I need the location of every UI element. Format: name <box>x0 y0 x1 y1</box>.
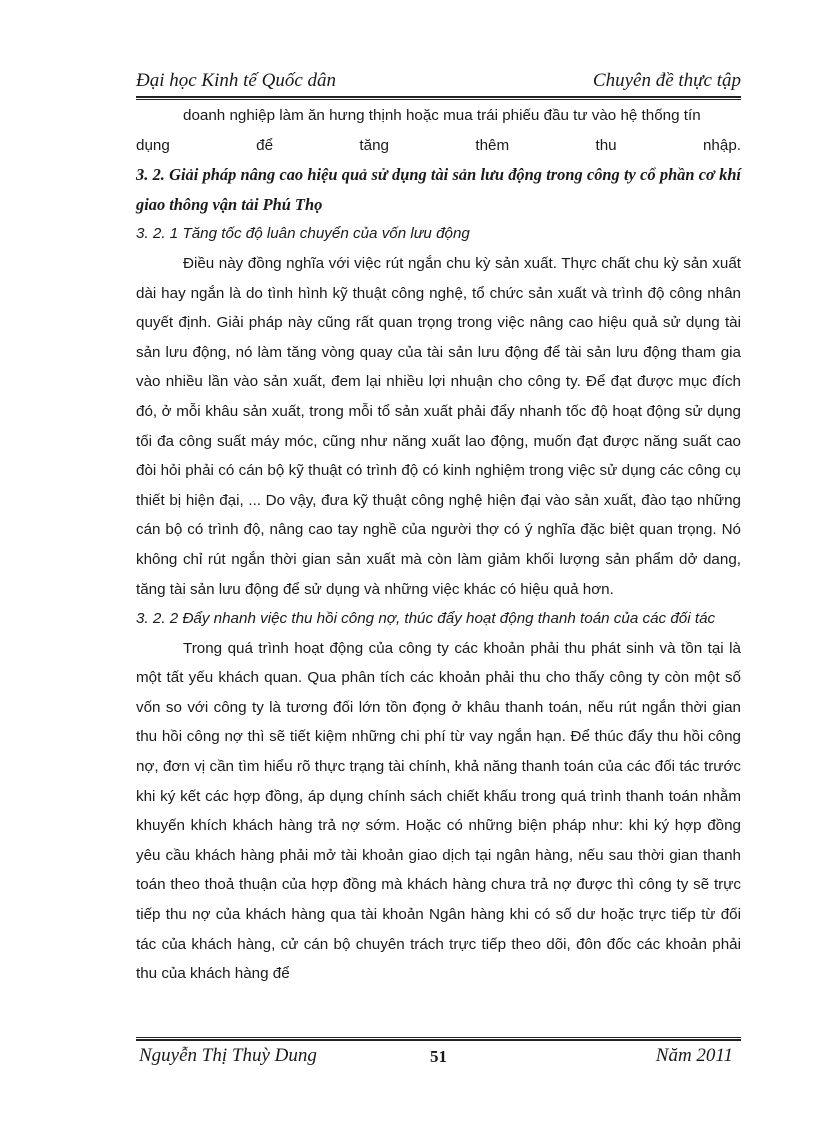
header-rule-thick <box>136 96 741 98</box>
section-heading-3-2-2: 3. 2. 2 Đẩy nhanh việc thu hồi công nợ, thúc đẩy hoạt động thanh toán của các đối tác <box>136 610 716 628</box>
section-heading-3-2: 3. 2. Giải pháp nâng cao hiệu quả sử dụng tài sản lưu động trong công ty cổ phần cơ khí giao thông vận tải Phú Thọ <box>136 165 741 214</box>
header-document-type: Chuyên đề thực tập <box>592 70 741 91</box>
continuation-line-1: doanh nghiệp làm ăn hưng thịnh hoặc mua trái phiếu đầu tư vào hệ thống tín <box>183 107 701 124</box>
section-heading-3-2-1: 3. 2. 1 Tăng tốc độ luân chuyển của vốn lưu động <box>136 225 470 243</box>
page-body <box>136 101 741 989</box>
page-number: 51 <box>430 1047 447 1066</box>
paragraph-3-2-2: Trong quá trình hoạt động của công ty các khoản phải thu phát sinh và tồn tại là một tất yếu khách quan. Qua phân tích các khoản phải thu cho thấy công ty còn một số vốn so với công ty là tương đối lớn tồn đọng ở khâu thanh toán, nếu rút ngắn thời gian thu hồi công nợ thì sẽ tiết kiệm những chi phí từ vay ngắn hạn. Để thúc đẩy thu hồi công nợ, đơn vị cần tìm hiểu rõ thực trạng tài chính, khả năng thanh toán của các đối tác trước khi ký kết các hợp đồng, áp dụng chính sách chiết khấu trong quá trình thanh toán nhằm khuyến khích khách hàng trả nợ sớm. Hoặc có những biện pháp như: khi ký hợp đồng yêu cầu khách hàng phải mở tài khoản giao dịch tại ngân hàng, nếu sau thời gian thanh toán theo thoả thuận của hợp đồng mà khách hàng chưa trả nợ được thì công ty sẽ trực tiếp thu nợ của khách hàng qua tài khoản Ngân hàng khi có số dư hoặc trực tiếp từ đối tác của khách hàng, cử cán bộ chuyên trách trực tiếp theo dõi, đôn đốc các khoản phải thu của khách hàng để <box>136 639 741 983</box>
footer-year: Năm 2011 <box>655 1045 733 1066</box>
header-rule-thin <box>136 99 741 100</box>
footer-author: Nguyễn Thị Thuỳ Dung <box>139 1045 317 1066</box>
continuation-line-2: dụng để tăng thêm thu nhập. <box>136 136 741 154</box>
page-header <box>136 66 741 92</box>
paragraph-3-2-1: Điều này đồng nghĩa với việc rút ngắn chu kỳ sản xuất. Thực chất chu kỳ sản xuất dài hay ngắn là do tình hình kỹ thuật công nghệ, tổ chức sản xuất và trình độ công nhân quyết định. Giải pháp này cũng rất quan trọng trong việc nâng cao hiệu quả sử dụng tài sản lưu động, nó làm tăng vòng quay của tài sản lưu động để tài sản lưu động tham gia vào nhiều lần vào sản xuất, đem lại nhiều lợi nhuận cho công ty. Để đạt được mục đích đó, ở mỗi khâu sản xuất, trong mỗi tổ sản xuất phải đẩy nhanh tốc độ hoạt động sử dụng tối đa công suất máy móc, cũng như năng xuất lao động, muốn đạt được năng suất cao đòi hỏi phải có cán bộ kỹ thuật có trình độ có kinh nghiệm trong việc sử dụng các công cụ thiết bị hiện đại, ... Do vậy, đưa kỹ thuật công nghệ hiện đại vào sản xuất, đào tạo những cán bộ có trình độ, nâng cao tay nghề của người thợ có ý nghĩa đặc biệt quan trọng. Nó không chỉ rút ngắn thời gian sản xuất mà còn làm giảm khối lượng sản phẩm dở dang, tăng tài sản lưu động để sử dụng và những việc khác có hiệu quả hơn. <box>136 254 741 598</box>
footer-rule-thin <box>136 1037 741 1038</box>
footer-rule-thick <box>136 1039 741 1041</box>
page-footer <box>136 1043 741 1073</box>
header-university: Đại học Kinh tế Quốc dân <box>136 70 337 91</box>
